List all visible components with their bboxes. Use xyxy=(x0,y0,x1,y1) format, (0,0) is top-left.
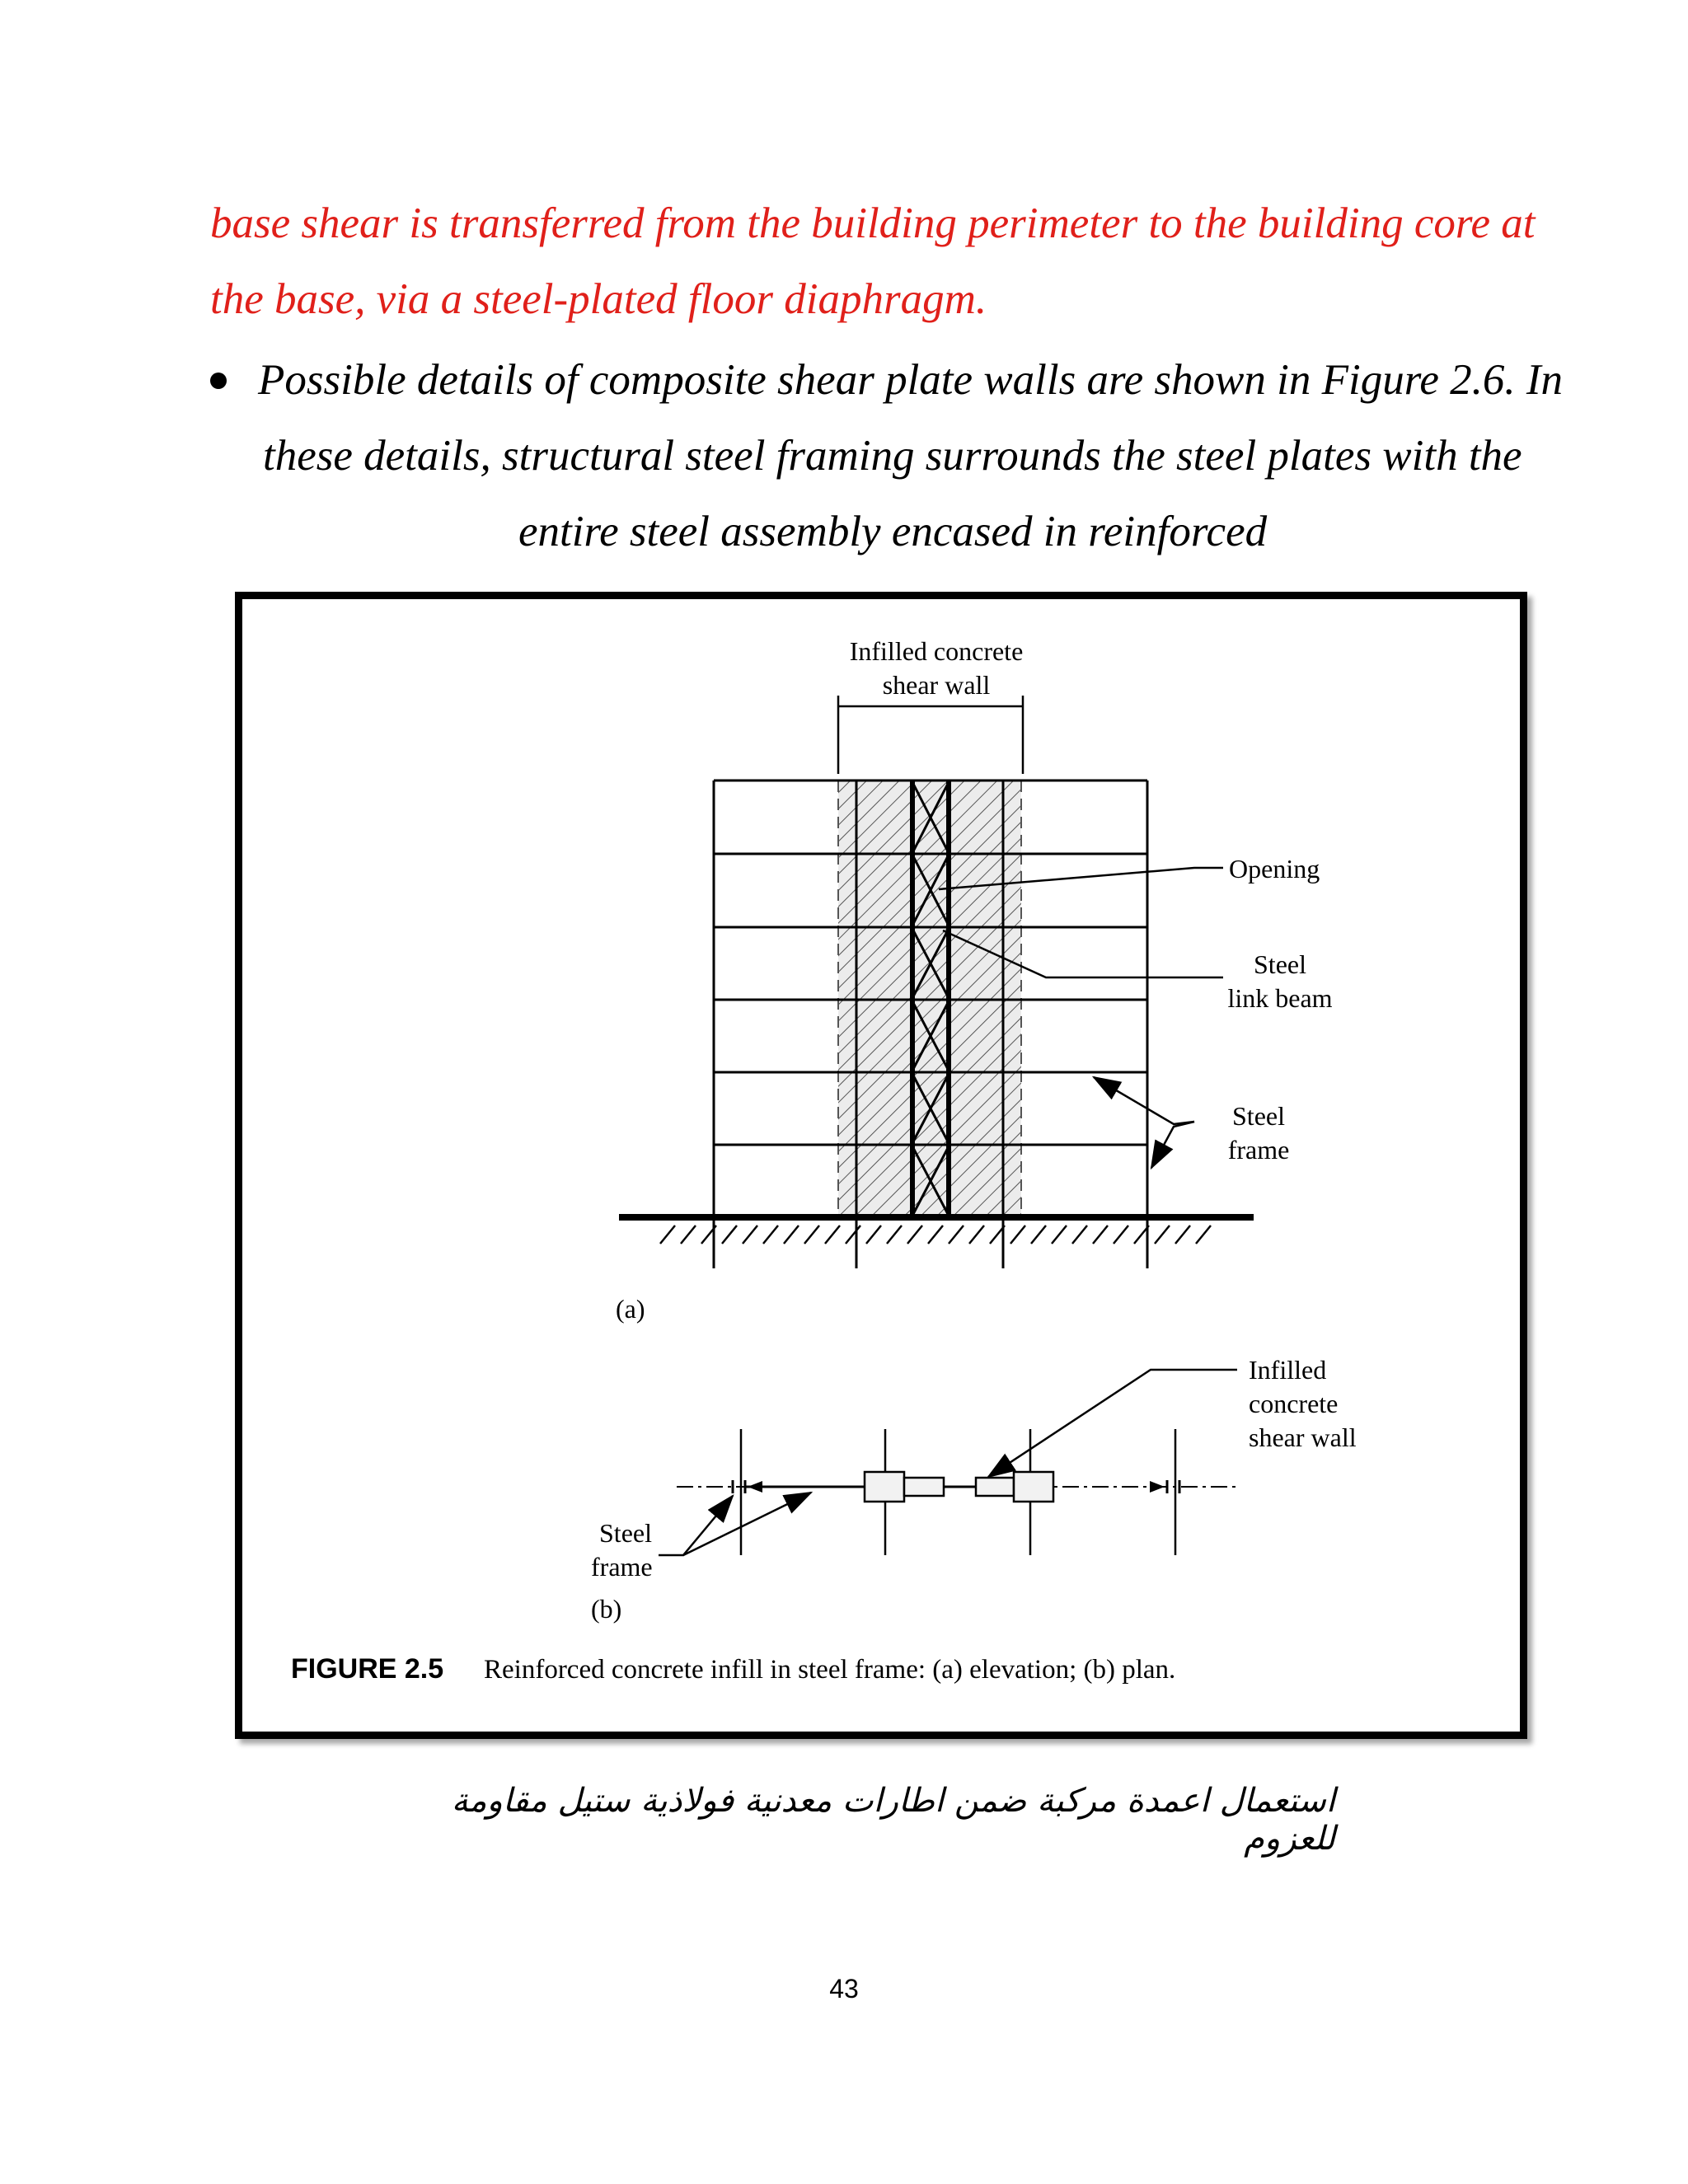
label-a: (a) xyxy=(616,1294,645,1324)
ground-hatch xyxy=(660,1226,1211,1244)
figure-drawing xyxy=(242,599,1520,1732)
elevation-view xyxy=(619,696,1254,1268)
label-b: (b) xyxy=(591,1594,622,1624)
label-infilled-concrete: Infilled concrete xyxy=(849,636,1024,666)
bullet-line-1: Possible details of composite shear plate walls are shown in Figure 2.6. In xyxy=(258,356,1564,404)
label-steel: Steel xyxy=(1254,949,1306,979)
caption-figure-number: FIGURE 2.5 xyxy=(291,1653,444,1685)
bullet-line-2: these details, structural steel framing surrounds the steel plates with the xyxy=(263,432,1522,480)
label-plan-shear-wall: shear wall xyxy=(1249,1422,1357,1452)
label-steel-frame-1: Steel xyxy=(1232,1101,1285,1131)
label-link-beam: link beam xyxy=(1227,983,1333,1013)
red-line-1: base shear is transferred from the building perimeter to the building core at xyxy=(210,199,1536,247)
bullet-icon xyxy=(210,373,227,389)
figure-2-5 xyxy=(235,592,1527,1739)
label-opening: Opening xyxy=(1229,854,1320,883)
red-line-2: the base, via a steel-plated floor diaphragm. xyxy=(210,275,987,323)
label-plan-steel: Steel xyxy=(599,1518,652,1548)
label-shear-wall: shear wall xyxy=(882,670,991,700)
label-plan-concrete: concrete xyxy=(1249,1389,1339,1418)
label-plan-frame: frame xyxy=(591,1552,653,1582)
label-plan-infilled: Infilled xyxy=(1249,1355,1327,1385)
bullet-line-3: entire steel assembly encased in reinforced xyxy=(518,508,1268,555)
plan-view xyxy=(659,1370,1240,1555)
caption-text: Reinforced concrete infill in steel frame: (a) elevation; (b) plan. xyxy=(484,1655,1176,1685)
label-steel-frame-2: frame xyxy=(1227,1135,1290,1165)
page-number: 43 xyxy=(829,1974,859,2004)
arabic-caption: استعمال اعمدة مركبة ضمن اطارات معدنية فولاذية ستيل مقاومة للعزوم xyxy=(451,1782,1335,1858)
